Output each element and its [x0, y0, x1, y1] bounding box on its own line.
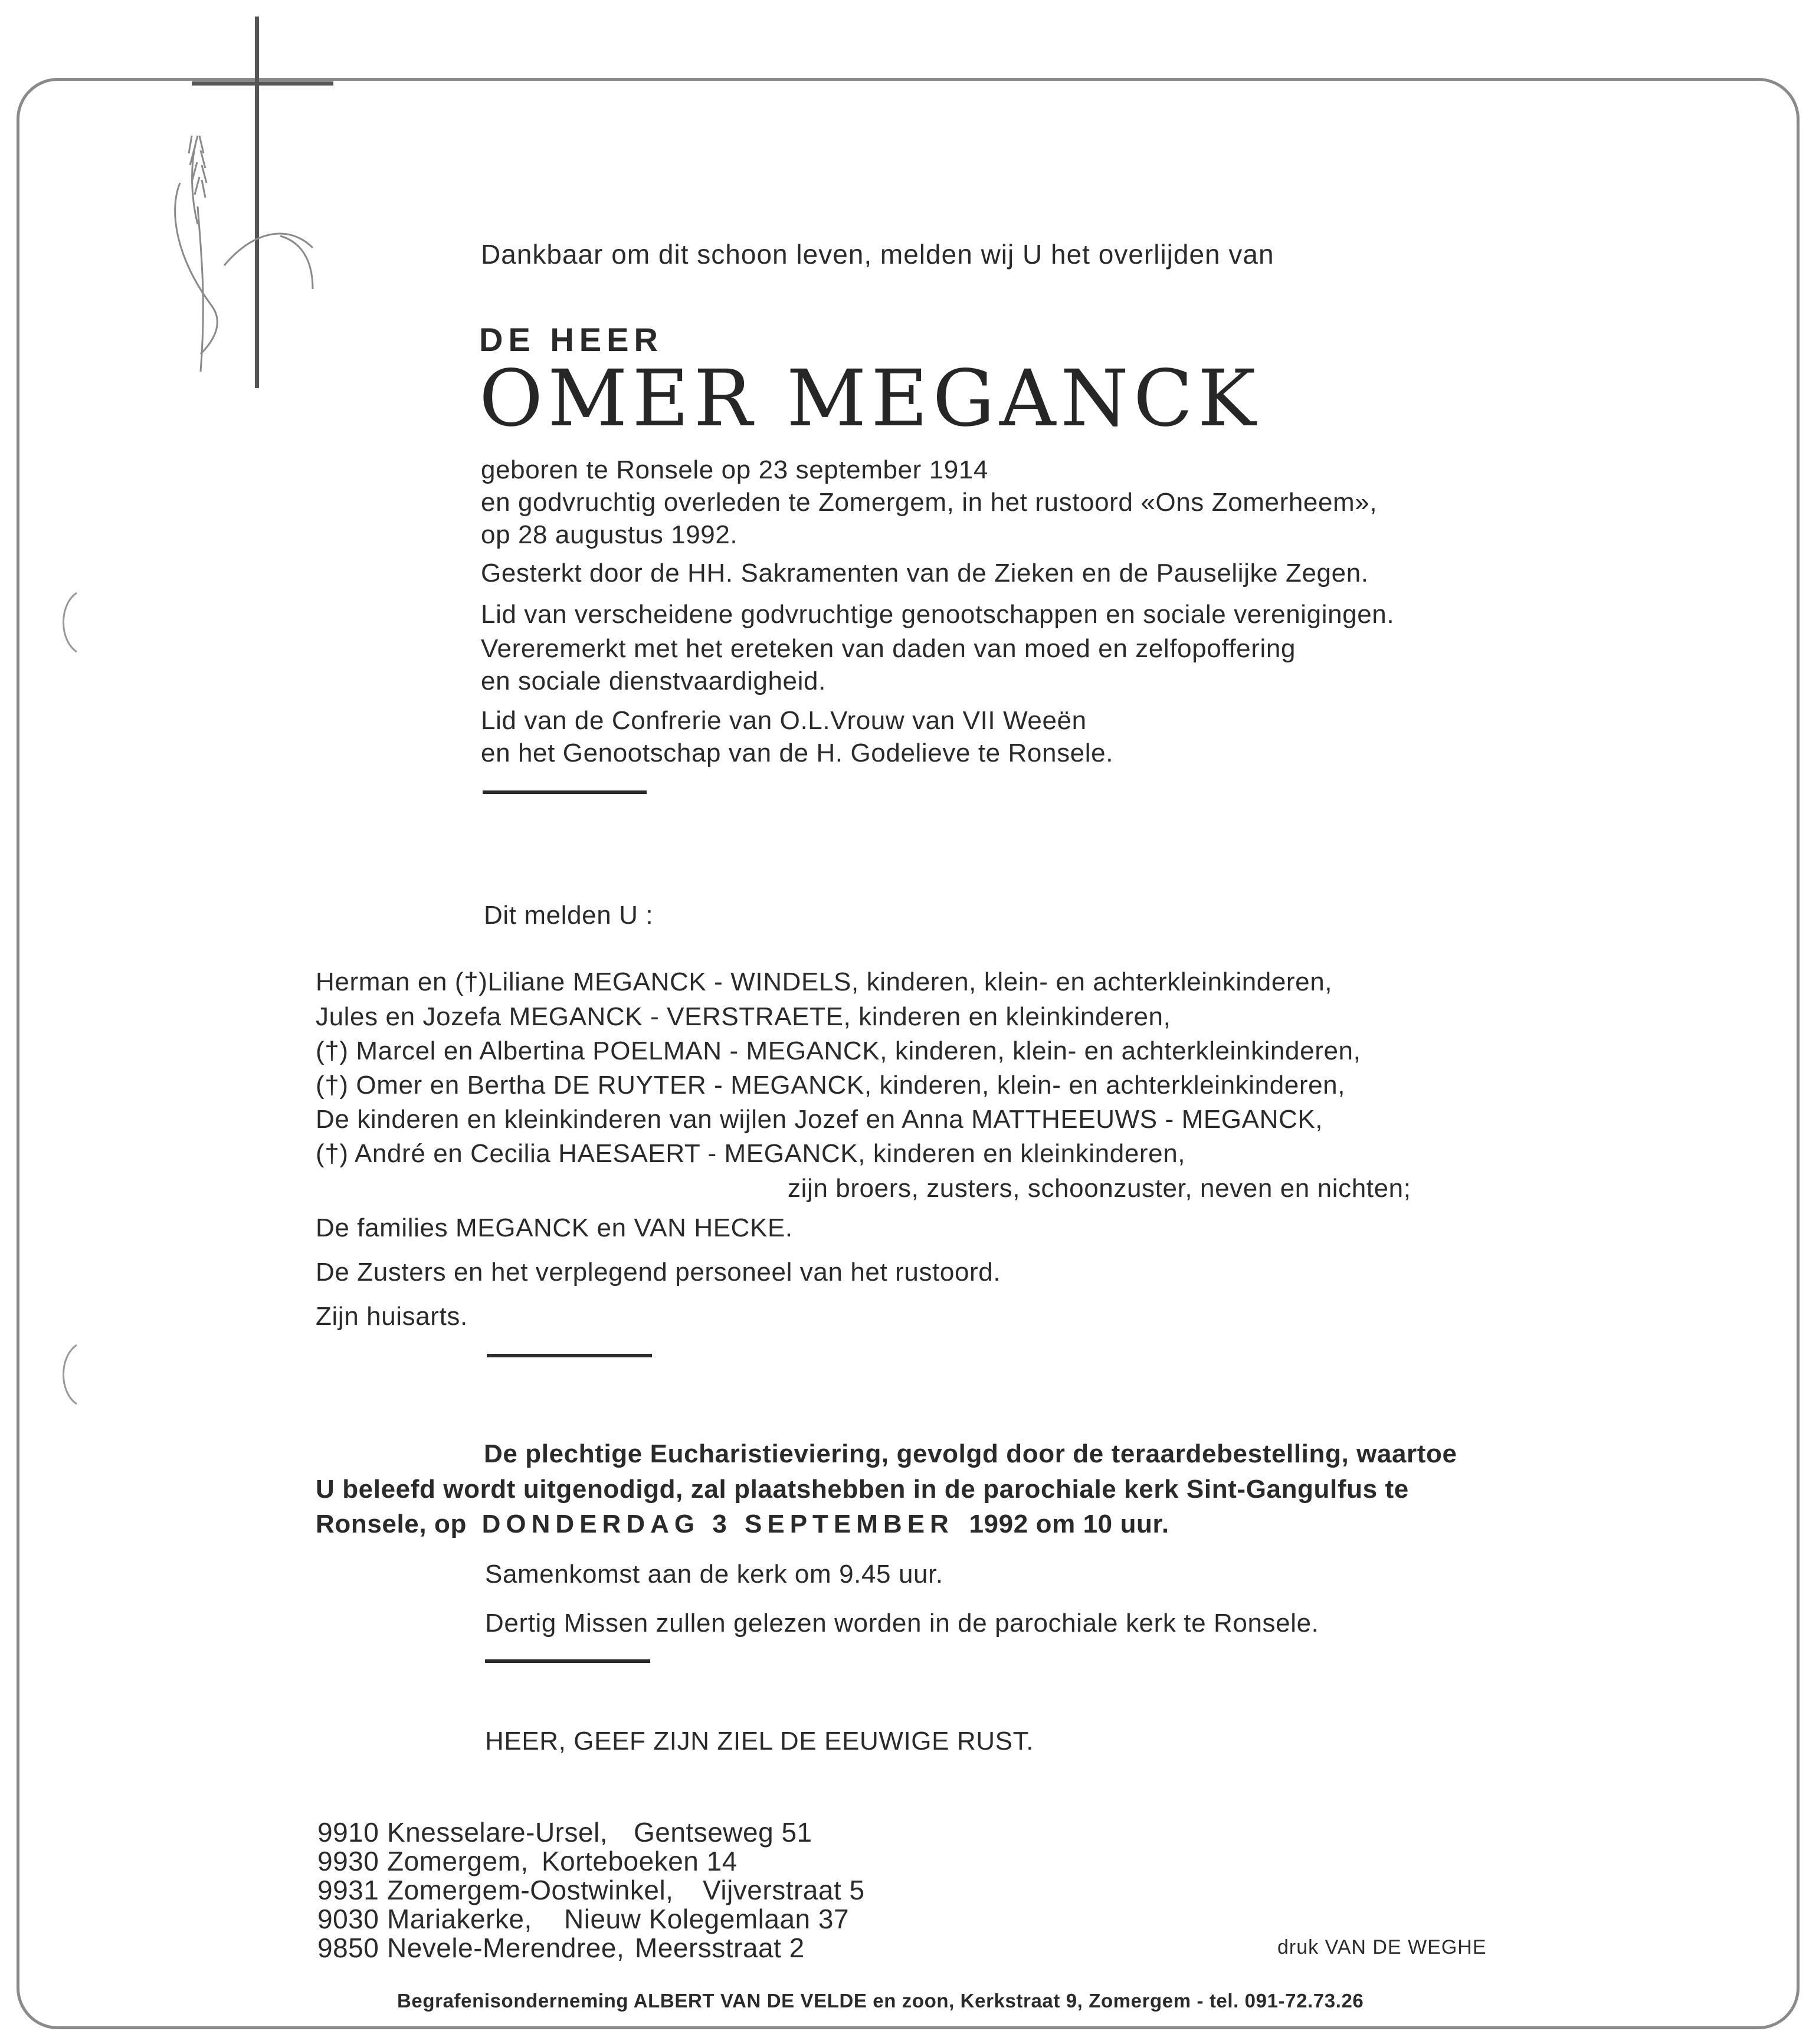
city: Knesselare-Ursel, [387, 1817, 608, 1848]
city: Zomergem, [387, 1846, 529, 1876]
service-line: De plechtige Eucharistieviering, gevolgd door de teraardebestelling, waartoe [484, 1439, 1457, 1468]
announcers-heading: Dit melden U : [484, 901, 654, 930]
address-line [317, 1876, 865, 1904]
gathering-text: Samenkomst aan de kerk om 9.45 uur. [485, 1560, 943, 1589]
cross-wheat-emblem [136, 12, 348, 389]
postal-code: 9030 [317, 1904, 379, 1934]
undertaker-footer: Begrafenisonderneming ALBERT VAN DE VELDE en zoon, Kerkstraat 9, Zomergem - tel. 091-72.73.26 [397, 1990, 1364, 2012]
postal-code: 9910 [317, 1817, 379, 1848]
service-line: U beleefd wordt uitgenodigd, zal plaatshebben in de parochiale kerk Sint-Gangulfus te [316, 1475, 1409, 1504]
bio-line: op 28 augustus 1992. [481, 520, 738, 549]
postal-code: 9931 [317, 1875, 379, 1905]
bio-line: Vereremerkt met het ereteken van daden van moed en zelfopoffering [481, 634, 1296, 663]
family-line: (†) Marcel en Albertina POELMAN - MEGANCK, kinderen, klein- en achterkleinkinderen, [316, 1036, 1361, 1065]
honorific-title: DE HEER [479, 321, 663, 358]
address-line [317, 1934, 805, 1961]
punch-hole-mark [53, 1342, 89, 1407]
divider [483, 790, 647, 794]
family-line: De kinderen en kleinkinderen van wijlen Jozef en Anna MATTHEEUWS - MEGANCK, [316, 1105, 1323, 1134]
family-line: (†) André en Cecilia HAESAERT - MEGANCK, kinderen en kleinkinderen, [316, 1139, 1186, 1168]
intro-text: Dankbaar om dit schoon leven, melden wij U het overlijden van [481, 239, 1274, 270]
service-prefix: Ronsele, op [316, 1510, 467, 1538]
family-line: zijn broers, zusters, schoonzuster, neven en nichten; [788, 1174, 1411, 1203]
city: Zomergem-Oostwinkel, [387, 1875, 674, 1905]
street: Korteboeken 14 [542, 1846, 738, 1876]
printer-credit: druk VAN DE WEGHE [1277, 1936, 1487, 1958]
bio-line: en sociale dienstvaardigheid. [481, 667, 826, 695]
bio-line: Lid van verscheidene godvruchtige genootschappen en sociale verenigingen. [481, 600, 1395, 629]
family-line: Jules en Jozefa MEGANCK - VERSTRAETE, kinderen en kleinkinderen, [316, 1002, 1171, 1031]
city: Nevele-Merendree, [387, 1933, 625, 1963]
bio-line: en het Genootschap van de H. Godelieve te Ronsele. [481, 739, 1114, 767]
bio-line: en godvruchtig overleden te Zomergem, in het rustoord «Ons Zomerheem», [481, 488, 1378, 517]
postal-code: 9850 [317, 1933, 379, 1963]
prayer-text: HEER, GEEF ZIJN ZIEL DE EEUWIGE RUST. [485, 1727, 1034, 1756]
city: Mariakerke, [387, 1904, 532, 1934]
address-line [317, 1819, 812, 1846]
masses-text: Dertig Missen zullen gelezen worden in de parochiale kerk te Ronsele. [485, 1609, 1319, 1638]
service-date: DONDERDAG 3 SEPTEMBER [481, 1510, 954, 1538]
family-line: De families MEGANCK en VAN HECKE. [316, 1213, 793, 1242]
postal-code: 9930 [317, 1846, 379, 1876]
bio-line: Lid van de Confrerie van O.L.Vrouw van VII Weeën [481, 706, 1087, 735]
family-line: Zijn huisarts. [316, 1302, 468, 1331]
family-line: Herman en (†)Liliane MEGANCK - WINDELS, kinderen, klein- en achterkleinkinderen, [316, 967, 1333, 996]
address-line [317, 1905, 849, 1933]
deceased-name: OMER MEGANCK [479, 353, 1261, 444]
divider [487, 1354, 652, 1357]
bio-line: geboren te Ronsele op 23 september 1914 [481, 455, 989, 484]
address-line [317, 1848, 738, 1875]
service-time: 1992 om 10 uur. [969, 1510, 1169, 1538]
street: Nieuw Kolegemlaan 37 [564, 1904, 850, 1934]
bio-line: Gesterkt door de HH. Sakramenten van de Zieken en de Pauselijke Zegen. [481, 559, 1369, 588]
street: Gentseweg 51 [634, 1817, 812, 1848]
wheat-ear-icon [175, 136, 313, 372]
cross-icon [192, 17, 333, 388]
service-line [316, 1511, 1169, 1537]
family-line: (†) Omer en Bertha DE RUYTER - MEGANCK, kinderen, klein- en achterkleinkinderen, [316, 1071, 1346, 1100]
street: Meersstraat 2 [635, 1933, 805, 1963]
street: Vijverstraat 5 [703, 1875, 865, 1905]
family-line: De Zusters en het verplegend personeel van het rustoord. [316, 1258, 1001, 1287]
divider [485, 1659, 650, 1663]
punch-hole-mark [53, 590, 89, 655]
